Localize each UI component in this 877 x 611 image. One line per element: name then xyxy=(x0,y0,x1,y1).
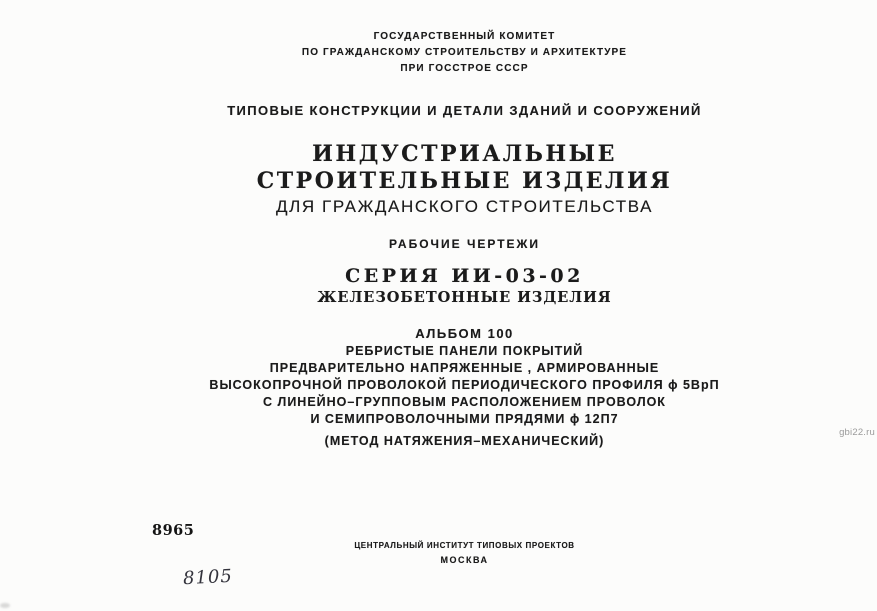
document-number: 8965 xyxy=(152,522,195,539)
main-title-line3: ДЛЯ ГРАЖДАНСКОГО СТРОИТЕЛЬСТВА xyxy=(275,197,654,216)
working-drawings-label: РАБОЧИЕ ЧЕРТЕЖИ xyxy=(388,237,541,251)
handwritten-number: 8105 xyxy=(182,565,234,590)
committee-name-line2: ПО ГРАЖДАНСКОМУ СТРОИТЕЛЬСТВУ И АРХИТЕКТУРЕ xyxy=(301,47,628,58)
main-title-line2: СТРОИТЕЛЬНЫЕ ИЗДЕЛИЯ xyxy=(256,168,673,194)
committee-name-line3: ПРИ ГОССТРОЕ СССР xyxy=(400,63,529,74)
series-number: СЕРИЯ ИИ-03-02 xyxy=(345,265,584,287)
album-number: АЛЬБОМ 100 xyxy=(415,326,514,341)
title-page-content xyxy=(26,0,877,611)
publisher-city: МОСКВА xyxy=(440,555,489,565)
typical-constructions-heading: ТИПОВЫЕ КОНСТРУКЦИИ И ДЕТАЛИ ЗДАНИЙ И СООРУЖЕНИЙ xyxy=(227,103,702,118)
publisher-name: ЦЕНТРАЛЬНЫЙ ИНСТИТУТ ТИПОВЫХ ПРОЕКТОВ xyxy=(354,541,575,550)
committee-name-line1: ГОСУДАРСТВЕННЫЙ КОМИТЕТ xyxy=(373,31,556,42)
album-description-line2: ПРЕДВАРИТЕЛЬНО НАПРЯЖЕННЫЕ , АРМИРОВАННЫЕ xyxy=(269,361,660,375)
album-description-line1: РЕБРИСТЫЕ ПАНЕЛИ ПОКРЫТИЙ xyxy=(345,344,584,358)
scan-artifact xyxy=(0,603,10,608)
album-description-line3: ВЫСОКОПРОЧНОЙ ПРОВОЛОКОЙ ПЕРИОДИЧЕСКОГО ПРОФИЛЯ ϕ 5ВрП xyxy=(209,378,720,392)
album-description-line5: И СЕМИПРОВОЛОЧНЫМИ ПРЯДЯМИ ϕ 12П7 xyxy=(310,412,619,426)
album-description-line4: С ЛИНЕЙНО–ГРУППОВЫМ РАСПОЛОЖЕНИЕМ ПРОВОЛОК xyxy=(263,395,666,409)
tension-method-note: (МЕТОД НАТЯЖЕНИЯ–МЕХАНИЧЕСКИЙ) xyxy=(324,434,605,448)
main-title-line1: ИНДУСТРИАЛЬНЫЕ xyxy=(312,141,617,167)
site-watermark: gbi22.ru xyxy=(839,427,875,438)
series-subtitle: ЖЕЛЕЗОБЕТОННЫЕ ИЗДЕЛИЯ xyxy=(317,289,612,306)
